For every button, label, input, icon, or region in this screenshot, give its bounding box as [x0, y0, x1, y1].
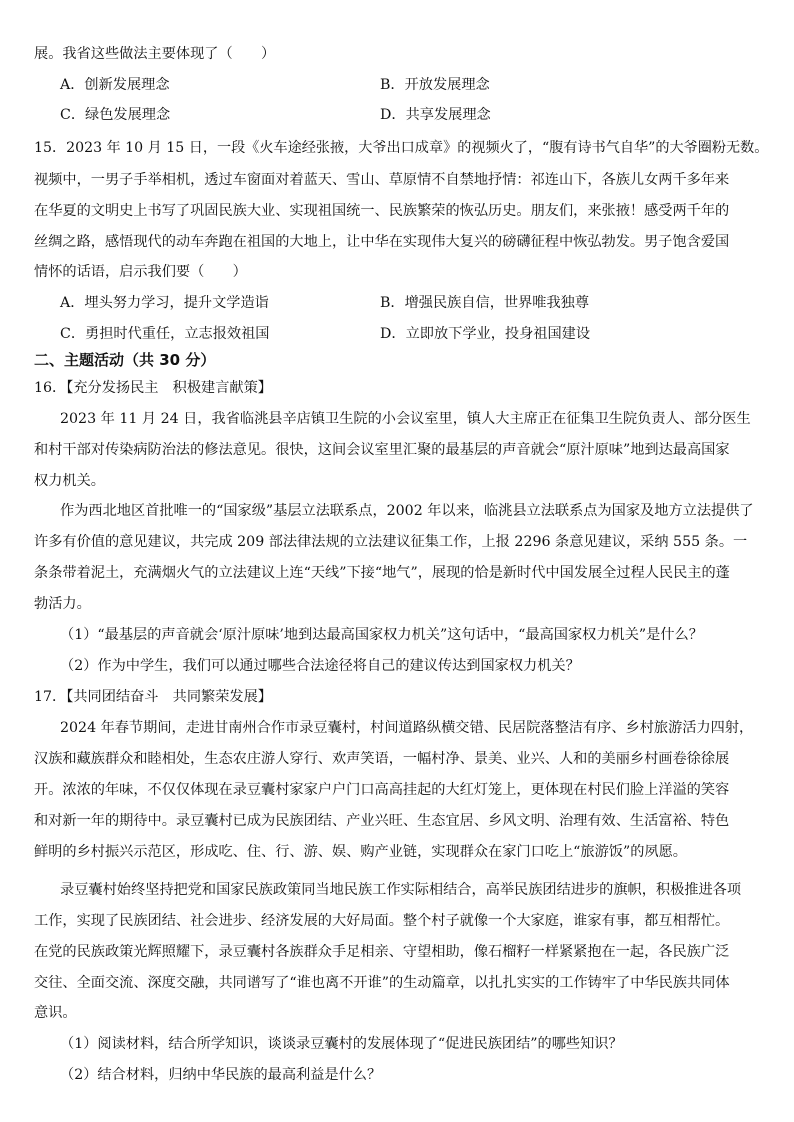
q17-paragraph-line: 交往、全面交流、深度交融，共同谱写了“谁也离不开谁”的生动篇章，以扎扎实实的工作铸牢了中华民族共同体 [34, 975, 730, 991]
q17-paragraph-line: 开。浓浓的年味，不仅仅体现在录豆囊村家家户户门口高高挂起的大红灯笼上，更体现在村民们脸上洋溢的笑容 [34, 782, 730, 798]
q16-paragraph: 2023 年 11 月 24 日，我省临洮县辛店镇卫生院的小会议室里，镇人大主席正在征集卫生院负责人、部分医生 [60, 411, 751, 427]
q15-stem-line: 丝绸之路，感悟现代的动车奔跑在祖国的大地上，让中华在实现伟大复兴的磅礴征程中恢弘勃发。男子饱含爱国 [34, 234, 730, 250]
q16-paragraph: 作为西北地区首批唯一的“国家级”基层立法联系点，2002 年以来，临洮县立法联系点为国家及地方立法提供了 [60, 503, 754, 519]
q17-paragraph-line: 和对新一年的期待中。录豆囊村已成为民族团结、产业兴旺、生态宜居、乡风文明、治理有效、生活富裕、特色 [34, 813, 730, 829]
section-heading: 二、主题活动（共 30 分） [34, 351, 216, 369]
q16-paragraph-line: 许多有价值的意见建议，共完成 209 部法律法规的立法建议征集工作，上报 2296 条意见建议，采纳 555 条。一 [34, 534, 748, 550]
q14-option-c: C．绿色发展理念 [60, 107, 171, 123]
q15-stem: 15．2023 年 10 月 15 日，一段《火车途经张掖，大爷出口成章》的视频火了，“腹有诗书气自华”的大爷圈粉无数。 [34, 140, 769, 156]
q16-subquestion-2: （2）作为中学生，我们可以通过哪些合法途径将自己的建议传达到国家权力机关？ [60, 658, 580, 674]
q17-subquestion-2: （2）结合材料，归纳中华民族的最高利益是什么？ [60, 1067, 382, 1083]
q16-title: 16．【充分发扬民主 积极建言献策】 [34, 380, 272, 396]
q16-paragraph-line: 和村干部对传染病防治法的修法意见。很快，这间会议室里汇聚的最基层的声音就会“原汁原味”地到达最高国家 [34, 442, 730, 458]
q15-option-d: D．立即放下学业，投身祖国建设 [380, 326, 591, 342]
q17-paragraph-line: 鲜明的乡村振兴示范区，形成吃、住、行、游、娱、购产业链，实现群众在家门口吃上“旅游饭”的夙愿。 [34, 844, 687, 860]
q17-subquestion-1: （1）阅读材料，结合所学知识，谈谈录豆囊村的发展体现了“促进民族团结”的哪些知识？ [60, 1036, 623, 1052]
q16-paragraph-line: 勃活力。 [34, 596, 91, 612]
q15-option-c: C．勇担时代重任，立志报效祖国 [60, 326, 270, 342]
q14-option-b: B．开放发展理念 [380, 77, 490, 93]
q15-stem-line: 情怀的话语，启示我们要（ ） [34, 264, 247, 280]
q14-option-d: D．共享发展理念 [380, 107, 491, 123]
q16-subquestion-1: （1）“最基层的声音就会‘原汁原味’地到达最高国家权力机关”这句话中，“最高国家权力机关”是什么？ [60, 627, 703, 643]
q16-paragraph-line: 权力机关。 [34, 473, 105, 489]
q14-stem-end: 展。我省这些做法主要体现了（ ） [34, 46, 276, 62]
q15-option-a: A．埋头努力学习，提升文学造诣 [60, 295, 269, 311]
q15-option-b: B．增强民族自信，世界唯我独尊 [380, 295, 590, 311]
q16-paragraph-line: 条条带着泥土，充满烟火气的立法建议上连“天线”下接“地气”，展现的恰是新时代中国发展全过程人民民主的蓬 [34, 565, 730, 581]
q17-paragraph-line: 意识。 [34, 1005, 77, 1021]
q17-paragraph-line: 工作，实现了民族团结、社会进步、经济发展的大好局面。整个村子就像一个大家庭，谁家有事，都互相帮忙。 [34, 913, 730, 929]
q14-option-a: A．创新发展理念 [60, 77, 170, 93]
q17-paragraph: 2024 年春节期间，走进甘南州合作市录豆囊村，村间道路纵横交错、民居院落整洁有序、乡村旅游活力四射， [60, 720, 754, 736]
q15-stem-line: 视频中，一男子手举相机，透过车窗面对着蓝天、雪山、草原情不自禁地抒情：祁连山下，各族儿女两千多年来 [34, 172, 730, 188]
q17-title: 17．【共同团结奋斗 共同繁荣发展】 [34, 689, 272, 705]
q15-stem-line: 在华夏的文明史上书写了巩固民族大业、实现祖国统一、民族繁荣的恢弘历史。朋友们，来张掖！感受两千年的 [34, 203, 730, 219]
q17-paragraph-line: 汉族和藏族群众和睦相处，生态农庄游人穿行、欢声笑语，一幅村净、景美、业兴、人和的美丽乡村画卷徐徐展 [34, 751, 730, 767]
q17-paragraph: 录豆囊村始终坚持把党和国家民族政策同当地民族工作实际相结合，高举民族团结进步的旗帜，积极推进各项 [60, 882, 742, 898]
q17-paragraph-line: 在党的民族政策光辉照耀下，录豆囊村各族群众手足相亲、守望相助，像石榴籽一样紧紧抱在一起，各民族广泛 [34, 944, 730, 960]
